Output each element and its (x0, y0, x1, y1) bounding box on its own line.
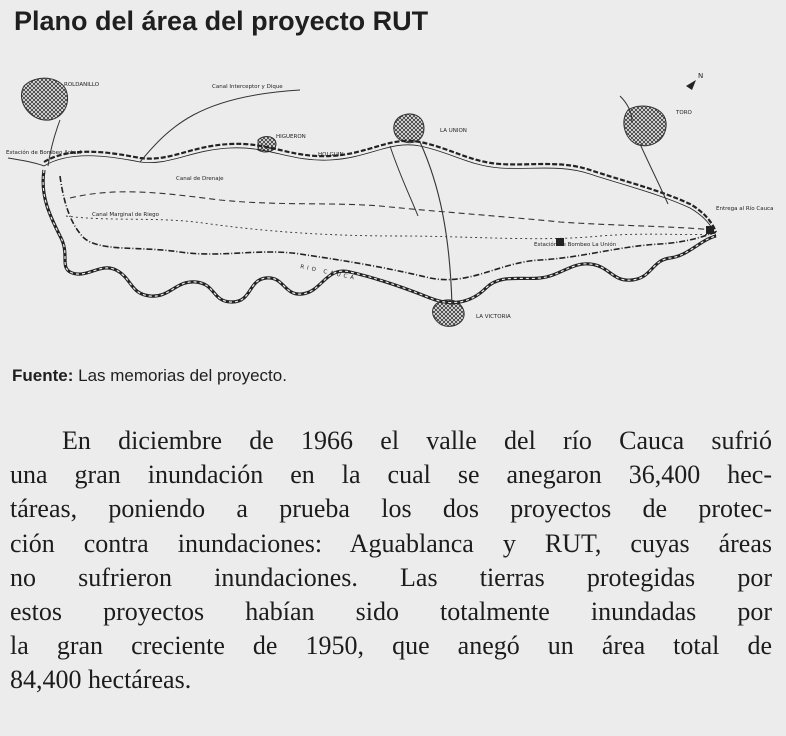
interceptor-canal-dike (44, 141, 716, 232)
label-la-victoria: LA VICTORIA (476, 314, 511, 320)
label-entrega-rio: Entrega al Río Cauca (716, 206, 774, 212)
road-7 (8, 158, 44, 166)
project-area-map (0, 66, 786, 356)
svg-text:N: N (698, 72, 704, 80)
road-2 (420, 142, 452, 306)
north-arrow (686, 72, 703, 90)
label-roldanillo: ROLDANILLO (64, 82, 100, 88)
paragraph-line: estos proyectos habían sido totalmente inundadas por (10, 597, 772, 627)
label-la-union: LA UNION (440, 128, 467, 134)
label-rio-cauca: RIO CAUCA (299, 264, 358, 282)
road-4 (640, 144, 668, 204)
caption-text: Las memorias del proyecto. (73, 366, 287, 385)
caption-label: Fuente: (12, 366, 74, 385)
label-canal-interceptor: Canal Interceptor y Dique (212, 84, 283, 90)
town-roldanillo (21, 78, 67, 120)
label-estacion-bombeo-la-union: Estación de Bombeo La Unión (534, 242, 617, 248)
paragraph-line: una gran inundación en la cual se anegaron 36,400 hec- (10, 460, 772, 490)
figure-caption (12, 366, 287, 386)
road-6 (48, 120, 60, 166)
label-estacion-bombeo-actual: Estación de Bombeo Actual (6, 150, 82, 156)
paragraph-line: 84,400 hectáreas. (10, 665, 192, 695)
paragraph-line: En diciembre de 1966 el valle del río Cauca sufrió (62, 426, 772, 455)
paragraph-line: no sufrieron inundaciones. Las tierras protegidas por (10, 562, 772, 592)
rio-cauca-river (43, 170, 716, 303)
paragraph-line: ción contra inundaciones: Aguablanca y RUT, cuyas áreas (10, 528, 772, 558)
town-la-union (394, 114, 424, 143)
outlet-marker (706, 226, 714, 234)
label-holguin: HOLGUIN (318, 152, 344, 158)
road-3 (390, 146, 418, 216)
paragraph-line: la gran creciente de 1950, que anegó un área total de (10, 631, 772, 661)
page-title: Plano del área del proyecto RUT (14, 6, 429, 36)
body-paragraph (10, 424, 772, 698)
irrigation-canal (66, 216, 714, 239)
paragraph-line: táreas, poniendo a prueba los dos proyectos de protec- (10, 494, 772, 524)
label-canal-riego: Canal Marginal de Riego (92, 212, 159, 218)
drainage-canal (70, 192, 714, 230)
label-canal-drenaje: Canal de Drenaje (176, 176, 224, 182)
label-higueron: HIGUERON (276, 134, 306, 140)
map-figure (0, 66, 786, 356)
road-1 (140, 90, 300, 162)
river-dike (60, 176, 716, 280)
label-toro: TORO (676, 110, 692, 116)
